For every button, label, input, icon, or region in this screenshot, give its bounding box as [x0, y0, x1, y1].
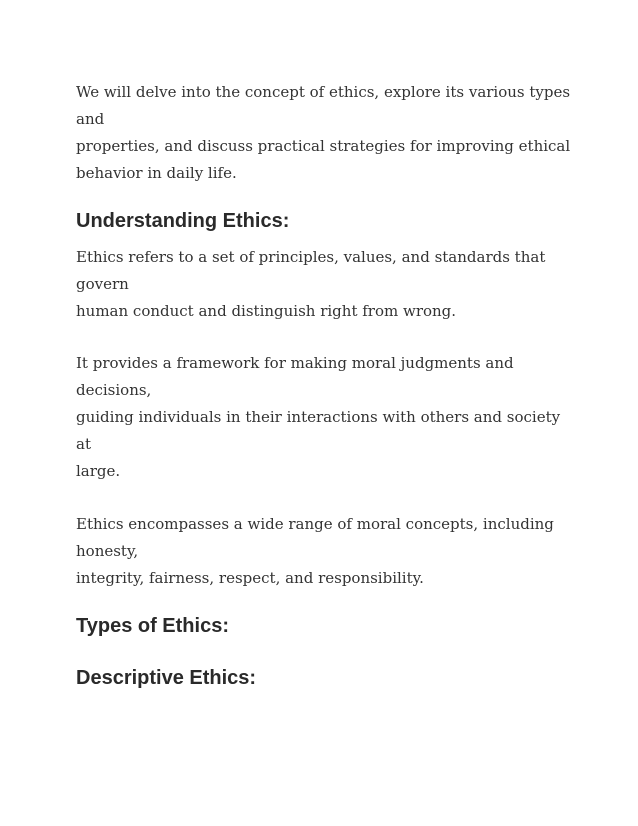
document-page [76, 76, 576, 691]
ethics-concepts-paragraph: Ethics encompasses a wide range of moral concepts, including honesty, integrity, fairness, respect, and responsibility. [76, 515, 554, 587]
understanding-ethics-heading: Understanding Ethics: [76, 210, 290, 232]
descriptive-ethics-heading: Descriptive Ethics: [76, 667, 257, 689]
ethics-framework-paragraph: It provides a framework for making moral judgments and decisions, guiding individuals in their interactions with others and society at large. [76, 354, 561, 480]
types-of-ethics-heading: Types of Ethics: [76, 615, 229, 637]
intro-paragraph: We will delve into the concept of ethics, explore its various types and properties, and discuss practical strategies for improving ethical behavior in daily life. [76, 83, 571, 182]
ethics-definition-paragraph: Ethics refers to a set of principles, values, and standards that govern human conduct and distinguish right from wrong. [76, 248, 546, 320]
